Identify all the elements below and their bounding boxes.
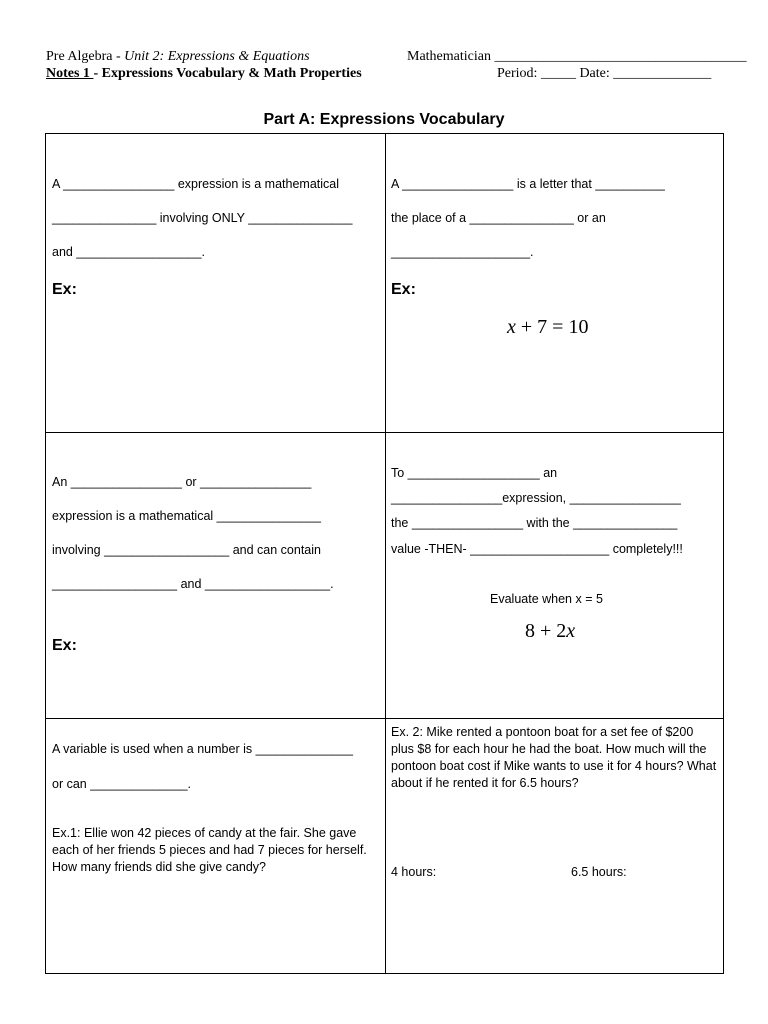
- example-1-problem: Ex.1: Ellie won 42 pieces of candy at the fair. She gave each of her friends 5 pieces and had 7 pieces for herself. How many friends did she give candy?: [52, 826, 367, 874]
- six-point-five-hours-label: 6.5 hours:: [571, 865, 627, 879]
- numerical-expression-line3: and __________________.: [52, 245, 205, 259]
- grid-divider-row1: [46, 432, 723, 433]
- section-title: Part A: Expressions Vocabulary: [263, 111, 505, 128]
- grid-divider-vertical: [385, 134, 386, 973]
- algebraic-expression-line1: An ________________ or ________________: [52, 475, 312, 489]
- algebraic-expression-line2: expression is a mathematical _______________: [52, 509, 321, 523]
- notes-title: - Expressions Vocabulary & Math Properties: [93, 66, 362, 81]
- algebraic-expression-line4: __________________ and __________________.: [52, 577, 334, 591]
- equation-example: [507, 315, 588, 339]
- equation-rest: + 7 = 10: [515, 316, 589, 338]
- evaluate-prompt: Evaluate when x = 5: [490, 592, 603, 606]
- evaluate-line2: ________________expression, ________________: [391, 491, 681, 505]
- numerical-expression-line1: A ________________ expression is a mathematical: [52, 177, 340, 191]
- variable-definition-line1: A ________________ is a letter that __________: [391, 177, 665, 191]
- equation-variable: x: [507, 316, 516, 338]
- evaluate-line1: To ___________________ an: [391, 466, 558, 480]
- evaluate-expression-constant: 8 + 2: [525, 620, 567, 642]
- example-2-problem: Ex. 2: Mike rented a pontoon boat for a set fee of $200 plus $8 for each hour he had the boat. How much will the pontoon boat cost if Mike wants to use it for 4 hours? What about if he rented it for 6.5 hours?: [391, 725, 717, 790]
- evaluate-expression-variable: x: [566, 620, 576, 642]
- notes-label: Notes 1: [46, 66, 94, 81]
- numerical-expression-ex-label: Ex:: [52, 281, 77, 298]
- mathematician-name-field: Mathematician ____________________________________: [407, 49, 747, 64]
- variable-definition-line3: ____________________.: [391, 245, 534, 259]
- numerical-expression-line2: _______________ involving ONLY _______________: [52, 211, 353, 225]
- evaluate-expression: [525, 619, 575, 643]
- variable-usage-line2: or can ______________.: [52, 777, 192, 791]
- variable-usage-line1: A variable is used when a number is ______________: [52, 742, 353, 756]
- algebraic-expression-line3: involving __________________ and can contain: [52, 543, 321, 557]
- algebraic-expression-ex-label: Ex:: [52, 637, 77, 654]
- evaluate-line4: value -THEN- ____________________ completely!!!: [391, 542, 683, 556]
- grid-divider-row2: [46, 718, 723, 719]
- variable-definition-line2: the place of a _______________ or an: [391, 211, 606, 225]
- vocabulary-grid: [45, 133, 724, 974]
- course-label: Pre Algebra -: [46, 49, 125, 64]
- variable-ex-label: Ex:: [391, 281, 416, 298]
- course-unit-line: [46, 49, 310, 65]
- period-date-field: Period: _____ Date: ______________: [497, 66, 712, 81]
- four-hours-label: 4 hours:: [391, 865, 437, 879]
- notes-title-line: [46, 66, 362, 82]
- evaluate-line3: the ________________ with the _______________: [391, 516, 678, 530]
- unit-label: Unit 2: Expressions & Equations: [124, 49, 310, 64]
